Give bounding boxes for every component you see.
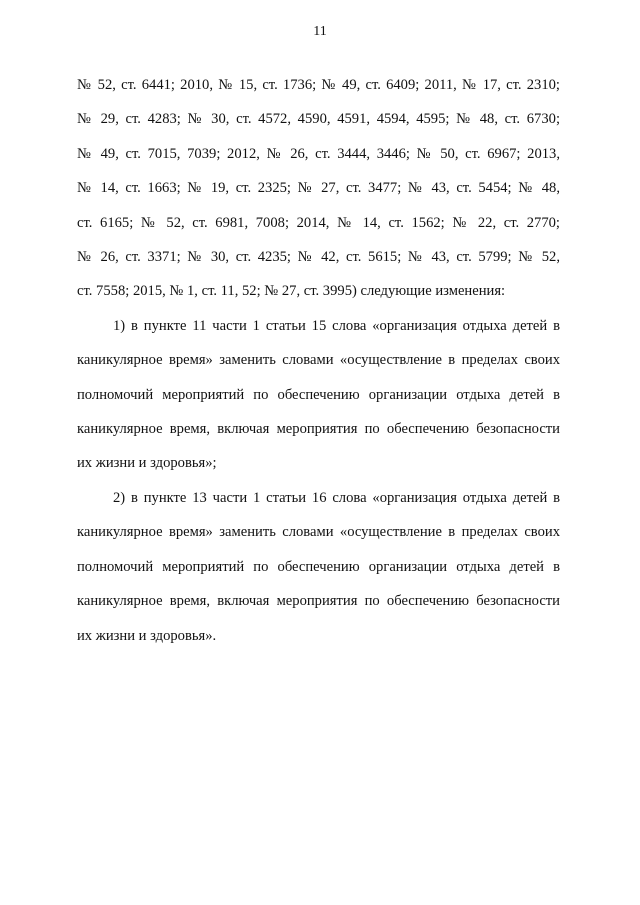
item-1-paragraph — [77, 309, 560, 481]
text-line: 1) в пункте 11 части 1 статьи 15 слова «организация отдыха детей в — [113, 317, 560, 334]
text-line: 2) в пункте 13 части 1 статьи 16 слова «организация отдыха детей в — [113, 489, 560, 506]
text-line: № 14, ст. 1663; № 19, ст. 2325; № 27, ст. 3477; № 43, ст. 5454; № 48, — [77, 180, 560, 197]
text-line: каникулярное время, включая мероприятия по обеспечению безопасности — [77, 421, 560, 438]
text-line: каникулярное время» заменить словами «осуществление в пределах своих — [77, 352, 560, 369]
text-line: каникулярное время» заменить словами «осуществление в пределах своих — [77, 524, 560, 541]
text-line: ст. 7558; 2015, № 1, ст. 11, 52; № 27, ст. 3995) следующие изменения: — [77, 283, 506, 300]
text-line: каникулярное время, включая мероприятия по обеспечению безопасности — [77, 593, 560, 610]
text-line: № 29, ст. 4283; № 30, ст. 4572, 4590, 4591, 4594, 4595; № 48, ст. 6730; — [77, 111, 560, 128]
text-line: полномочий мероприятий по обеспечению организации отдыха детей в — [77, 386, 560, 403]
text-line: № 49, ст. 7015, 7039; 2012, № 26, ст. 3444, 3446; № 50, ст. 6967; 2013, — [77, 145, 560, 162]
text-line: полномочий мероприятий по обеспечению организации отдыха детей в — [77, 558, 560, 575]
text-line: № 52, ст. 6441; 2010, № 15, ст. 1736; № 49, ст. 6409; 2011, № 17, ст. 2310; — [77, 77, 560, 93]
intro-paragraph — [77, 68, 560, 309]
page-number: 11 — [313, 24, 327, 39]
text-line: № 26, ст. 3371; № 30, ст. 4235; № 42, ст. 5615; № 43, ст. 5799; № 52, — [77, 249, 560, 266]
text-line: их жизни и здоровья»; — [77, 455, 217, 472]
text-line: ст. 6165; № 52, ст. 6981, 7008; 2014, № 14, ст. 1562; № 22, ст. 2770; — [77, 214, 560, 231]
item-2-paragraph — [77, 481, 560, 653]
text-line: их жизни и здоровья». — [77, 627, 217, 644]
document-body — [77, 68, 560, 653]
